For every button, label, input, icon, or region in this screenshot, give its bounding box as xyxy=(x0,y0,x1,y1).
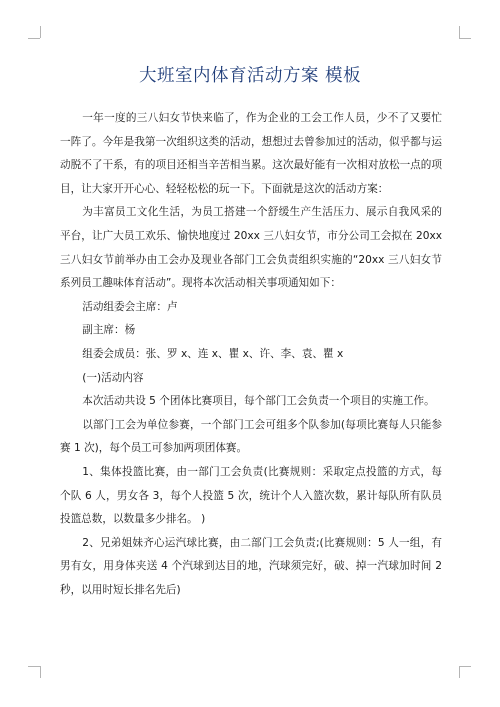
paragraph-team-events: 本次活动共设 5 个团体比赛项目，每个部门工会负责一个项目的实施工作。 xyxy=(82,395,435,408)
document-body xyxy=(60,107,442,602)
section-heading-activity-content: (一)活动内容 xyxy=(82,371,144,384)
paragraph-event-balloon: 2、兄弟姐妹齐心运汽球比赛，由二部门工会负责;(比赛规则：5 人一组，有男有女，用身体夹送 4 个汽球到达目的地，汽球须完好，破、掉一汽球加时间 2 秒，以用时短长排名先后) xyxy=(60,536,442,596)
document-title: 大班室内体育活动方案 模板 xyxy=(138,66,362,86)
paragraph-event-basketball: 1、集体投篮比赛，由一部门工会负责(比赛规则：采取定点投篮的方式，每个队 6 人，男女各 3，每个人投篮 5 次，统计个人入篮次数，累计每队所有队员投篮总数，以数量多少排名。 ) xyxy=(60,465,442,526)
paragraph-committee-members: 组委会成员：张、罗 x、连 x、瞿 x、许、李、袁、瞿 x xyxy=(82,347,344,360)
paragraph-intro: 一年一度的三八妇女节快来临了，作为企业的工会工作人员，少不了又要忙一阵了。今年是我第一次组织这类的活动，想想过去曾参加过的活动，似乎都与运动脱不了干系，有的项目还相当辛苦相当累。这次最好能有一次相对放松一点的项目，让大家开开心心、轻轻松松的玩一下。下面就是这次的活动方案： xyxy=(60,112,442,195)
paragraph-participation: 以部门工会为单位参赛，一个部门工会可组多个队参加(每项比赛每人只能参赛 1 次)，每个员工可参加两项团体赛。 xyxy=(60,418,442,455)
paragraph-chairman: 活动组委会主席：卢 xyxy=(82,300,178,313)
paragraph-vice-chairman: 副主席：杨 xyxy=(82,324,136,337)
paragraph-purpose: 为丰富员工文化生活，为员工搭建一个舒缓生产生活压力、展示自我风采的平台，让广大员工欢乐、愉快地度过 20xx 三八妇女节，市分公司工会拟在 20xx 三八妇女节前举办由工会办及现业各部门工会负责组织实施的“20xx 三八妇女节系列员工趣味体育活动”。现将本次活动相关事项通知如下： xyxy=(60,206,442,290)
